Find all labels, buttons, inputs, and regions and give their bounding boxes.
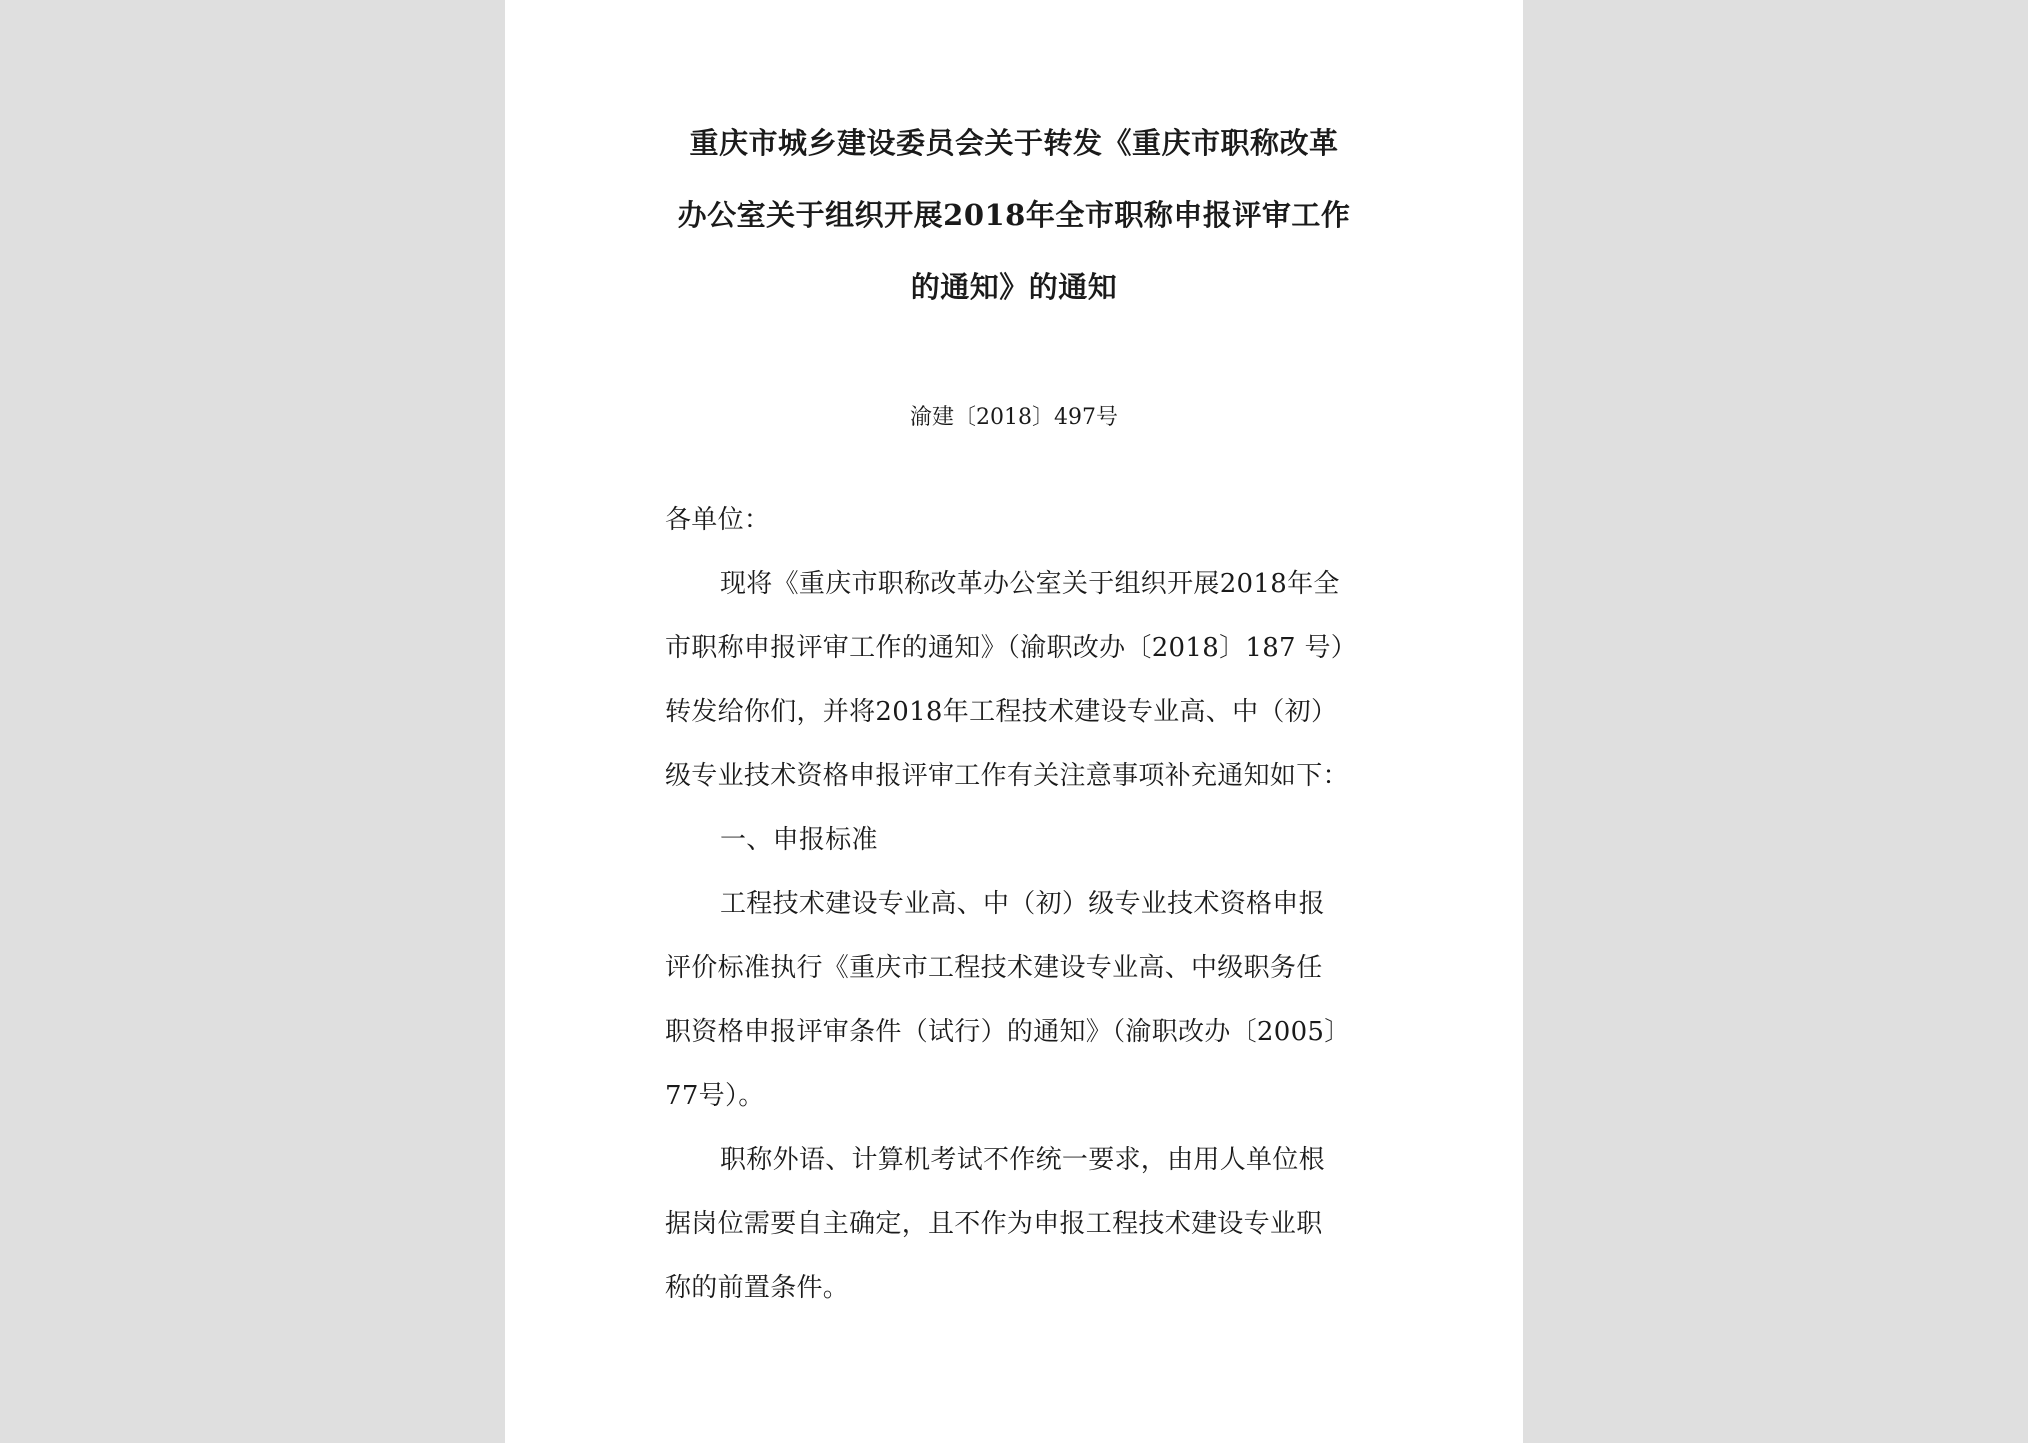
body-line: 称的前置条件。 bbox=[665, 1273, 850, 1303]
section-heading: 一、申报标准 bbox=[720, 825, 878, 855]
body-line: 职称外语、计算机考试不作统一要求，由用人单位根 bbox=[720, 1145, 1325, 1175]
body-line: 据岗位需要自主确定，且不作为申报工程技术建设专业职 bbox=[665, 1209, 1323, 1239]
body-line: 市职称申报评审工作的通知》（渝职改办〔2018〕187 号） bbox=[665, 633, 1358, 663]
document-title-line-2: 办公室关于组织开展2018年全市职称申报评审工作 bbox=[677, 198, 1351, 232]
body-line: 现将《重庆市职称改革办公室关于组织开展2018年全 bbox=[720, 569, 1340, 599]
body-line: 77号）。 bbox=[665, 1081, 765, 1111]
body-line: 转发给你们，并将2018年工程技术建设专业高、中（初） bbox=[665, 697, 1338, 727]
document-number: 渝建〔2018〕497号 bbox=[910, 405, 1118, 430]
body-line: 工程技术建设专业高、中（初）级专业技术资格申报 bbox=[720, 889, 1325, 919]
body-line: 评价标准执行《重庆市工程技术建设专业高、中级职务任 bbox=[665, 953, 1323, 983]
salutation: 各单位： bbox=[665, 505, 771, 535]
document-title-line-3: 的通知》的通知 bbox=[910, 270, 1118, 304]
document-title-line-1: 重庆市城乡建设委员会关于转发《重庆市职称改革 bbox=[689, 126, 1339, 160]
body-line: 级专业技术资格申报评审工作有关注意事项补充通知如下： bbox=[665, 761, 1349, 791]
document-page bbox=[505, 0, 1523, 1443]
body-line: 职资格申报评审条件（试行）的通知》（渝职改办〔2005〕 bbox=[665, 1017, 1351, 1047]
